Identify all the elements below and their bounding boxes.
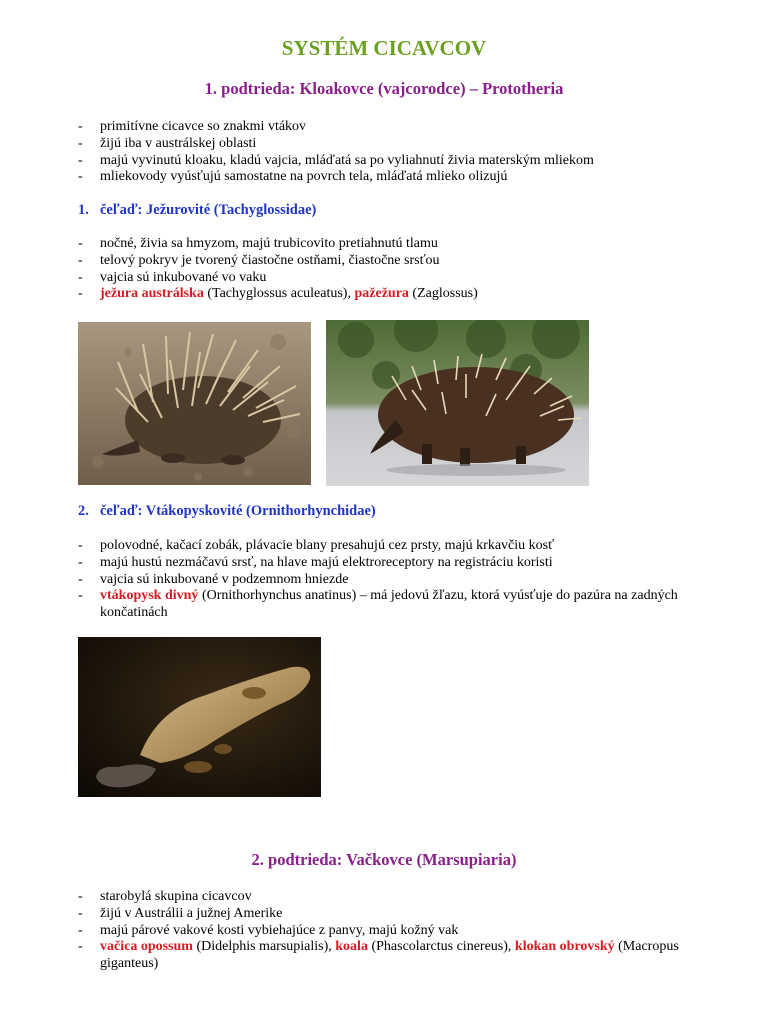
species-latin: (Didelphis marsupialis),	[192, 939, 336, 955]
section2-bullets	[78, 889, 718, 973]
list-item: - starobylá skupina cicavcov	[78, 889, 718, 906]
list-item: - vajcia sú inkubované v podzemnom hniezde	[78, 572, 718, 589]
section1-bullets	[78, 119, 718, 186]
list-item: - primitívne cicavce so znakmi vtákov	[78, 119, 718, 136]
list-item: - žijú v Austrálii a južnej Amerike	[78, 906, 718, 923]
family1-bullets	[78, 236, 718, 303]
list-item: - mliekovody vyúsťujú samostatne na povrch tela, mláďatá mlieko olizujú	[78, 169, 718, 186]
list-item: - žijú iba v austrálskej oblasti	[78, 136, 718, 153]
echidna-photo	[78, 322, 311, 485]
family2-bullets	[78, 538, 718, 622]
species-latin: (Zaglossus)	[408, 286, 478, 302]
list-item	[78, 286, 718, 303]
species-latin: (Tachyglossus aculeatus),	[203, 286, 355, 302]
list-item: - majú párové vakové kosti vybiehajúce z panvy, majú kožný vak	[78, 923, 718, 940]
species-latin: (Macropus giganteus)	[100, 939, 679, 972]
species-name: pažežura	[354, 286, 409, 302]
echidna-walking-photo	[326, 320, 589, 486]
platypus-photo	[78, 637, 321, 797]
species-name: koala	[335, 939, 368, 955]
list-item	[78, 588, 718, 622]
list-item: - majú vyvinutú kloaku, kladú vajcia, mláďatá sa po vyliahnutí živia materským mliekom	[78, 153, 718, 170]
family2-label: čeľaď: Vtákopyskovité (Ornithorhynchidae)	[100, 503, 376, 519]
page-title: SYSTÉM CICAVCOV	[281, 36, 487, 60]
family1-label: čeľaď: Ježurovité (Tachyglossidae)	[100, 202, 317, 218]
species-name: klokan obrovský	[514, 939, 615, 955]
family2-heading	[78, 503, 376, 520]
list-item: - telový pokryv je tvorený čiastočne ostňami, čiastočne srsťou	[78, 253, 718, 270]
species-name: vačica opossum	[100, 939, 193, 955]
list-item: - nočné, živia sa hmyzom, majú trubicovito pretiahnutú tlamu	[78, 236, 718, 253]
section2-heading: 2. podtrieda: Vačkovce (Marsupiaria)	[251, 850, 517, 869]
list-item: - vajcia sú inkubované vo vaku	[78, 270, 718, 287]
family1-heading	[78, 202, 316, 219]
species-name: vtákopysk divný	[100, 588, 199, 604]
species-latin: (Ornithorhynchus anatinus) – má jedovú žľazu, ktorá vyúsťuje do pazúra na zadných končatinách	[100, 588, 678, 621]
species-name: ježura austrálska	[100, 286, 204, 302]
family2-number: 2.	[78, 503, 89, 519]
family1-number: 1.	[78, 202, 89, 218]
list-item: - majú hustú nezmáčavú srsť, na hlave majú elektroreceptory na registráciu koristi	[78, 555, 718, 572]
species-latin: (Phascolarctus cinereus),	[367, 939, 515, 955]
section1-heading: 1. podtrieda: Kloakovce (vajcorodce) – Prototheria	[204, 79, 564, 98]
list-item	[78, 939, 718, 973]
list-item: - polovodné, kačací zobák, plávacie blany presahujú cez prsty, majú krkavčiu kosť	[78, 538, 718, 555]
